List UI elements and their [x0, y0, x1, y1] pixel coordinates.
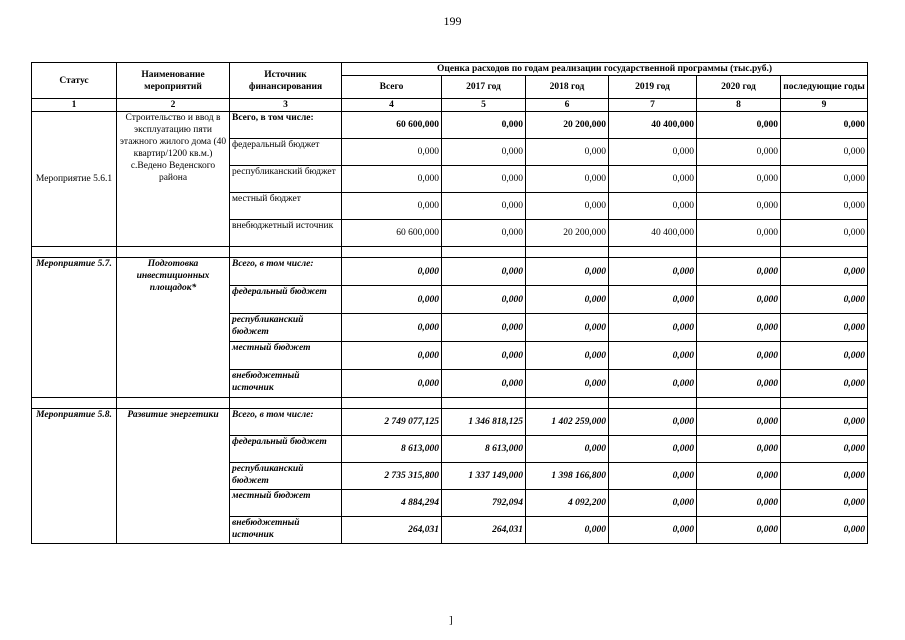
value-cell: 20 200,000 [526, 220, 609, 247]
funding-source-cell: федеральный бюджет [230, 286, 342, 314]
header-year: Всего [342, 76, 442, 99]
activity-name-cell: Строительство и ввод в эксплуатацию пяти этажного жилого дома (40 квартир/1200 кв.м.) с.Ведено Веденского района [117, 112, 230, 247]
value-cell: 0,000 [697, 139, 781, 166]
value-cell: 20 200,000 [526, 112, 609, 139]
spacer-row [32, 247, 868, 258]
column-number: 6 [526, 99, 609, 112]
value-cell: 0,000 [526, 436, 609, 463]
value-cell: 0,000 [781, 517, 868, 544]
value-cell: 0,000 [609, 463, 697, 490]
table-body [32, 112, 868, 544]
column-number: 9 [781, 99, 868, 112]
value-cell: 0,000 [342, 193, 442, 220]
value-cell: 4 884,294 [342, 490, 442, 517]
spacer-cell [32, 398, 117, 409]
column-number: 7 [609, 99, 697, 112]
value-cell: 0,000 [609, 409, 697, 436]
value-cell: 0,000 [609, 286, 697, 314]
value-cell: 0,000 [609, 342, 697, 370]
value-cell: 0,000 [697, 166, 781, 193]
spacer-cell [781, 398, 868, 409]
value-cell: 1 402 259,000 [526, 409, 609, 436]
value-cell: 0,000 [781, 436, 868, 463]
value-cell: 0,000 [342, 258, 442, 286]
value-cell: 0,000 [781, 166, 868, 193]
funding-source-cell: республиканский бюджет [230, 463, 342, 490]
spacer-cell [697, 247, 781, 258]
value-cell: 0,000 [781, 409, 868, 436]
funding-source-cell: внебюджетный источник [230, 220, 342, 247]
table-row [32, 409, 868, 436]
value-cell: 0,000 [526, 342, 609, 370]
value-cell: 0,000 [342, 342, 442, 370]
status-cell: Мероприятие 5.7. [32, 258, 117, 398]
funding-source-cell: федеральный бюджет [230, 139, 342, 166]
value-cell: 0,000 [442, 258, 526, 286]
spacer-cell [342, 247, 442, 258]
funding-source-cell: Всего, в том числе: [230, 258, 342, 286]
column-number: 2 [117, 99, 230, 112]
value-cell: 0,000 [442, 220, 526, 247]
column-number: 5 [442, 99, 526, 112]
spacer-cell [697, 398, 781, 409]
value-cell: 0,000 [442, 112, 526, 139]
value-cell: 0,000 [697, 220, 781, 247]
value-cell: 0,000 [781, 220, 868, 247]
value-cell: 0,000 [697, 436, 781, 463]
value-cell: 0,000 [609, 370, 697, 398]
value-cell: 0,000 [781, 193, 868, 220]
value-cell: 0,000 [697, 342, 781, 370]
value-cell: 0,000 [526, 370, 609, 398]
value-cell: 0,000 [609, 436, 697, 463]
value-cell: 0,000 [442, 286, 526, 314]
spacer-cell [342, 398, 442, 409]
value-cell: 0,000 [697, 258, 781, 286]
value-cell: 0,000 [697, 112, 781, 139]
value-cell: 0,000 [781, 112, 868, 139]
value-cell: 792,094 [442, 490, 526, 517]
spacer-cell [442, 398, 526, 409]
value-cell: 0,000 [781, 286, 868, 314]
value-cell: 0,000 [609, 517, 697, 544]
value-cell: 0,000 [526, 286, 609, 314]
value-cell: 0,000 [442, 342, 526, 370]
page-number: 199 [443, 14, 462, 28]
spacer-cell [609, 398, 697, 409]
spacer-row [32, 398, 868, 409]
spacer-cell [609, 247, 697, 258]
header-year: последующие годы [781, 76, 868, 99]
spacer-cell [117, 398, 230, 409]
funding-source-cell: местный бюджет [230, 342, 342, 370]
value-cell: 4 092,200 [526, 490, 609, 517]
status-cell: Мероприятие 5.8. [32, 409, 117, 544]
value-cell: 0,000 [442, 370, 526, 398]
column-number: 1 [32, 99, 117, 112]
value-cell: 0,000 [342, 166, 442, 193]
value-cell: 264,031 [442, 517, 526, 544]
value-cell: 1 346 818,125 [442, 409, 526, 436]
header-year: 2019 год [609, 76, 697, 99]
value-cell: 0,000 [781, 490, 868, 517]
value-cell: 0,000 [609, 166, 697, 193]
funding-source-cell: местный бюджет [230, 193, 342, 220]
status-cell: Мероприятие 5.6.1 [32, 112, 117, 247]
value-cell: 1 398 166,800 [526, 463, 609, 490]
value-cell: 0,000 [526, 314, 609, 342]
value-cell: 0,000 [781, 139, 868, 166]
value-cell: 0,000 [342, 314, 442, 342]
value-cell: 264,031 [342, 517, 442, 544]
funding-source-cell: Всего, в том числе: [230, 409, 342, 436]
value-cell: 0,000 [526, 193, 609, 220]
funding-source-cell: федеральный бюджет [230, 436, 342, 463]
value-cell: 0,000 [342, 286, 442, 314]
funding-source-cell: республиканский бюджет [230, 166, 342, 193]
value-cell: 2 735 315,800 [342, 463, 442, 490]
value-cell: 8 613,000 [342, 436, 442, 463]
header-year: 2018 год [526, 76, 609, 99]
value-cell: 0,000 [342, 139, 442, 166]
value-cell: 0,000 [609, 490, 697, 517]
spacer-cell [230, 398, 342, 409]
value-cell: 0,000 [781, 258, 868, 286]
funding-source-cell: внебюджетный источник [230, 370, 342, 398]
table-row [32, 258, 868, 286]
funding-source-cell: местный бюджет [230, 490, 342, 517]
value-cell: 0,000 [342, 370, 442, 398]
value-cell: 0,000 [442, 193, 526, 220]
budget-table [31, 62, 868, 544]
column-number: 8 [697, 99, 781, 112]
value-cell: 0,000 [697, 409, 781, 436]
header-estimate: Оценка расходов по годам реализации государственной программы (тыс.руб.) [342, 63, 868, 76]
value-cell: 0,000 [609, 258, 697, 286]
header-year: 2017 год [442, 76, 526, 99]
header-status: Статус [32, 63, 117, 99]
value-cell: 0,000 [526, 517, 609, 544]
spacer-cell [781, 247, 868, 258]
value-cell: 0,000 [526, 139, 609, 166]
value-cell: 0,000 [781, 463, 868, 490]
spacer-cell [442, 247, 526, 258]
value-cell: 40 400,000 [609, 112, 697, 139]
value-cell: 40 400,000 [609, 220, 697, 247]
value-cell: 8 613,000 [442, 436, 526, 463]
funding-source-cell: республиканский бюджет [230, 314, 342, 342]
funding-source-cell: Всего, в том числе: [230, 112, 342, 139]
value-cell: 0,000 [697, 463, 781, 490]
activity-name-cell: Развитие энергетики [117, 409, 230, 544]
header-name: Наименование мероприятий [117, 63, 230, 99]
funding-source-cell: внебюджетный источник [230, 517, 342, 544]
value-cell: 0,000 [442, 314, 526, 342]
value-cell: 0,000 [609, 314, 697, 342]
value-cell: 0,000 [781, 342, 868, 370]
header-source: Источник финансирования [230, 63, 342, 99]
header-year: 2020 год [697, 76, 781, 99]
value-cell: 0,000 [697, 286, 781, 314]
value-cell: 2 749 077,125 [342, 409, 442, 436]
value-cell: 0,000 [609, 139, 697, 166]
footer-mark: ] [449, 614, 453, 626]
value-cell: 0,000 [697, 370, 781, 398]
value-cell: 60 600,000 [342, 112, 442, 139]
value-cell: 0,000 [609, 193, 697, 220]
value-cell: 0,000 [697, 193, 781, 220]
value-cell: 0,000 [442, 166, 526, 193]
value-cell: 0,000 [697, 490, 781, 517]
value-cell: 0,000 [526, 258, 609, 286]
value-cell: 60 600,000 [342, 220, 442, 247]
column-number: 3 [230, 99, 342, 112]
value-cell: 0,000 [697, 517, 781, 544]
spacer-cell [32, 247, 117, 258]
spacer-cell [526, 398, 609, 409]
column-number: 4 [342, 99, 442, 112]
value-cell: 0,000 [442, 139, 526, 166]
spacer-cell [526, 247, 609, 258]
value-cell: 0,000 [781, 314, 868, 342]
table-row [32, 112, 868, 139]
value-cell: 1 337 149,000 [442, 463, 526, 490]
activity-name-cell: Подготовка инвестиционных площадок* [117, 258, 230, 398]
value-cell: 0,000 [781, 370, 868, 398]
value-cell: 0,000 [697, 314, 781, 342]
spacer-cell [117, 247, 230, 258]
spacer-cell [230, 247, 342, 258]
value-cell: 0,000 [526, 166, 609, 193]
